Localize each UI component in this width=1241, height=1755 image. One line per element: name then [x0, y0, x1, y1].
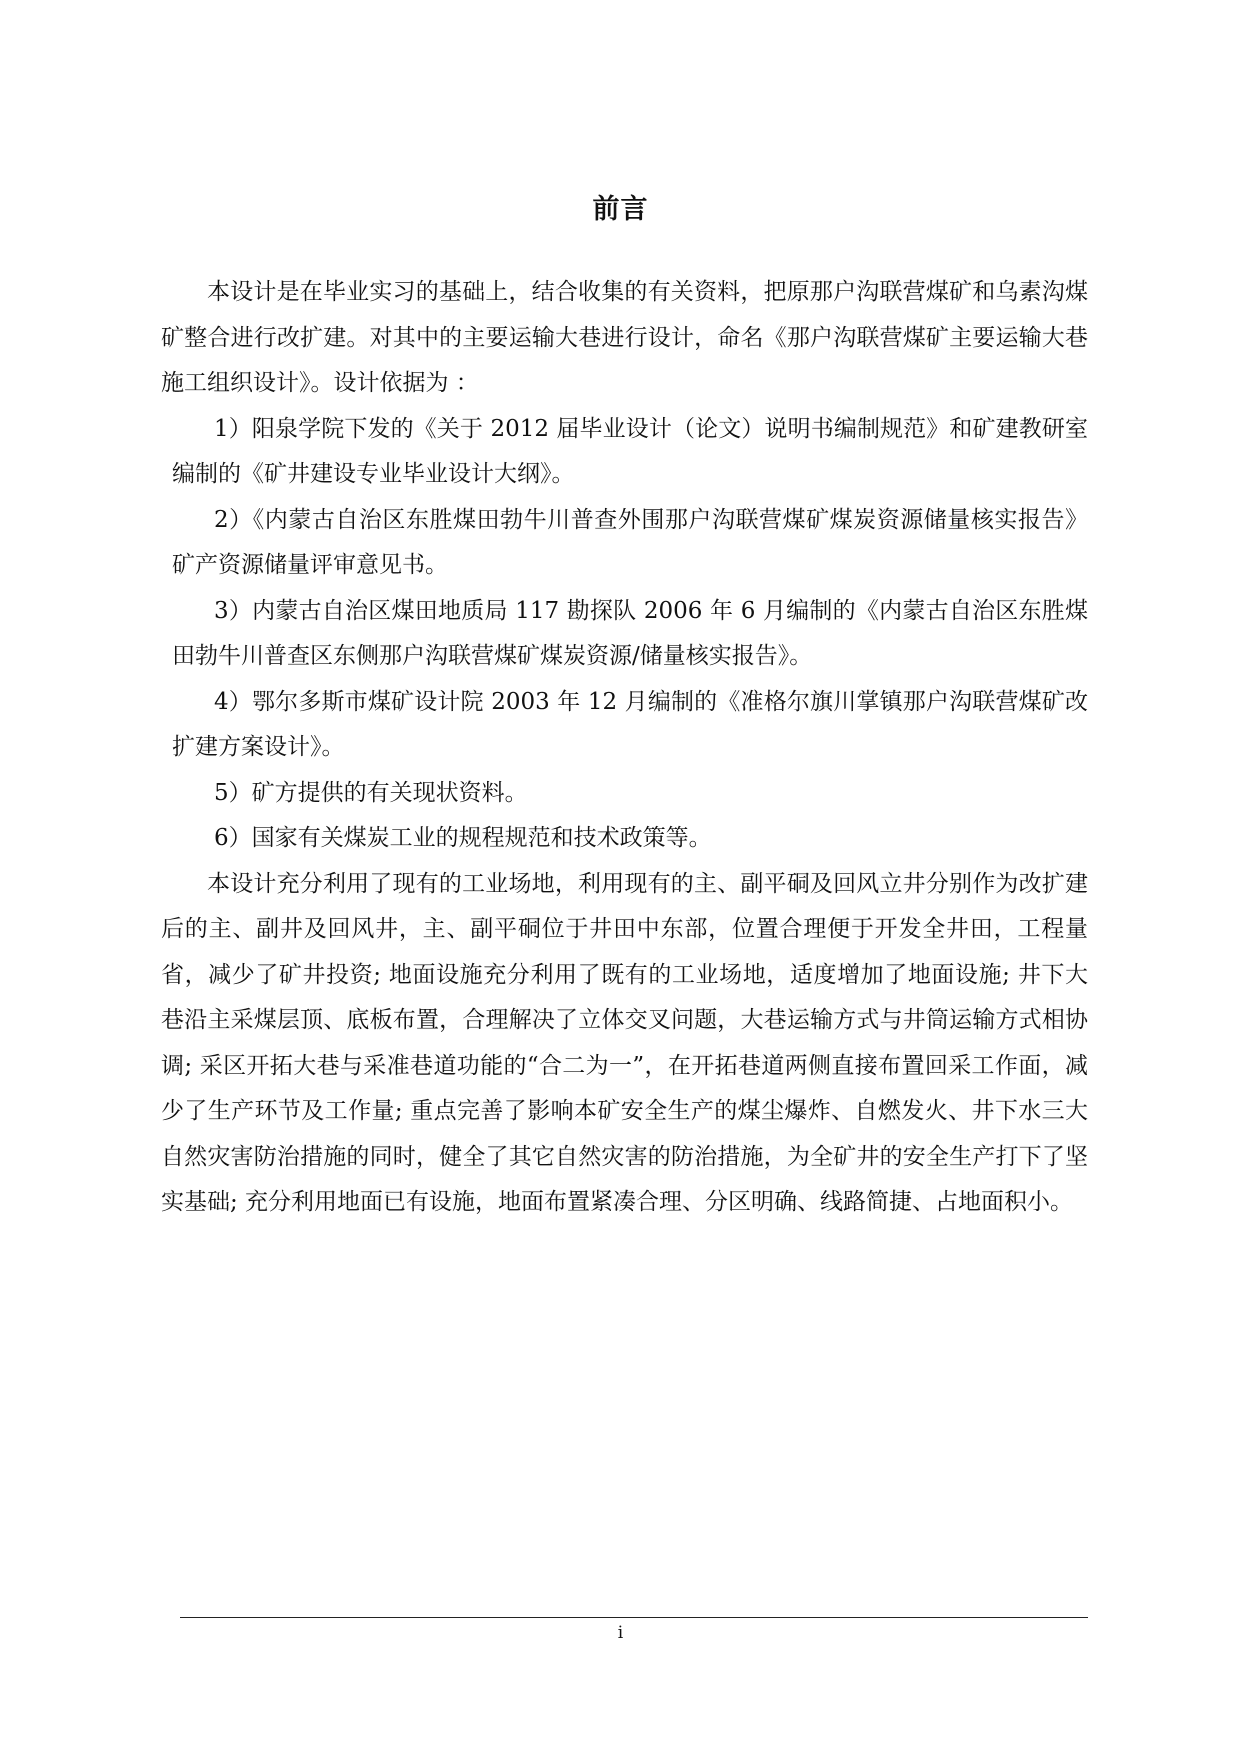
- basis-item-5: 5）矿方提供的有关现状资料。: [214, 779, 528, 806]
- document-body: [161, 270, 1088, 1226]
- footer-divider: [180, 1617, 1088, 1618]
- page-title: 前言: [592, 194, 649, 226]
- conclusion-paragraph: 本设计充分利用了现有的工业场地，利用现有的主、副平硐及回风立井分别作为改扩建后的主、副井及回风井，主、副平硐位于井田中东部，位置合理便于开发全井田，工程量省，减少了矿井投资; 地面设施充分利用了既有的工业场地，适度增加了地面设施; 井下大巷沿主采煤层顶、底板布置，合理解决了立体交叉问题，大巷运输方式与井筒运输方式相协调; 采区开拓大巷与采准巷道功能的“合二为一”，在开拓巷道两侧直接布置回采工作面，减少了生产环节及工作量; 重点完善了影响本矿安全生产的煤尘爆炸、自燃发火、井下水三大自然灾害防治措施的同时，健全了其它自然灾害的防治措施，为全矿井的安全生产打下了坚实基础; 充分利用地面已有设施，地面布置紧凑合理、分区明确、线路简捷、占地面积小。: [161, 870, 1088, 1215]
- basis-item-6: 6）国家有关煤炭工业的规程规范和技术政策等。: [214, 825, 712, 851]
- page-number: i: [617, 1623, 624, 1643]
- basis-item-1: 1）阳泉学院下发的《关于 2012 届毕业设计（论文）说明书编制规范》和矿建教研室编制的《矿井建设专业毕业设计大纲》。: [172, 415, 1088, 487]
- basis-item-4: 4）鄂尔多斯市煤矿设计院 2003 年 12 月编制的《准格尔旗川掌镇那户沟联营煤矿改扩建方案设计》。: [172, 688, 1088, 760]
- basis-item-2: 2）《内蒙古自治区东胜煤田勃牛川普查外围那户沟联营煤矿煤炭资源储量核实报告》矿产资源储量评审意见书。: [172, 506, 1088, 578]
- intro-paragraph: 本设计是在毕业实习的基础上，结合收集的有关资料，把原那户沟联营煤矿和乌素沟煤矿整合进行改扩建。对其中的主要运输大巷进行设计，命名《那户沟联营煤矿主要运输大巷施工组织设计》。设计依据为 ：: [161, 279, 1088, 396]
- basis-item-3: 3）内蒙古自治区煤田地质局 117 勘探队 2006 年 6 月编制的《内蒙古自治区东胜煤田勃牛川普查区东侧那户沟联营煤矿煤炭资源/储量核实报告》。: [172, 597, 1088, 669]
